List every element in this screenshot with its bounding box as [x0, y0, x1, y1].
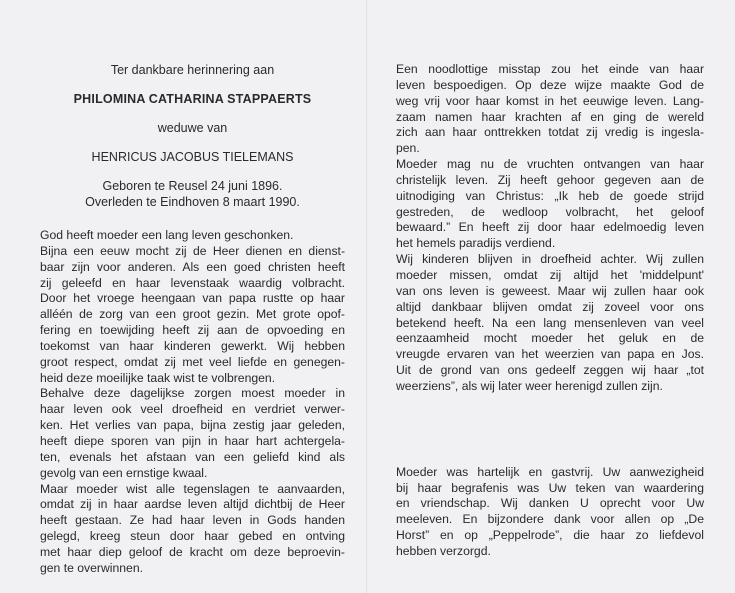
text-line: Een noodlottige misstap zou het einde van haar	[396, 62, 704, 76]
text-line: van ons leven is geweest. Maar wij zullen haar ook	[396, 283, 704, 298]
text-line: Wij kinderen blijven in droefheid achter. Wij zullen	[396, 252, 704, 267]
text-line: groot respect, omdat zij met veel liefde en genegen-	[40, 354, 345, 369]
text-line: omdat zij in haar aardse leven altijd dichtbij de Heer	[40, 497, 345, 512]
text-line: bewaard.” En heeft zij door haar edelmoedig leven	[396, 220, 704, 235]
text-line: moeder missen, omdat zij altijd het 'middelpunt'	[396, 267, 704, 282]
left-body	[40, 228, 345, 577]
text-line: altijd dankbaar blijven omdat zij zoveel voor ons	[396, 299, 704, 314]
text-line: haar leven ook veel droefheid en verdriet verwer-	[40, 402, 345, 417]
text-line: met haar diep geloof de kracht om deze beproevin-	[40, 544, 345, 559]
text-line: pen.	[396, 141, 420, 156]
text-line: uitnodiging van Christus: „Ik heb de goede strijd	[396, 188, 704, 203]
text-line: heeft gestaan. Ze had haar leven in Gods handen	[40, 513, 345, 528]
text-line: en vriendschap. Wij danken U oprecht voor Uw	[396, 496, 704, 511]
text-line: ken. Het verlies van papa, bijna zestig jaar geleden,	[40, 418, 345, 433]
right-page	[396, 62, 704, 560]
intro-text: Ter dankbare herinnering aan	[110, 63, 275, 77]
birth-line: Geboren te Reusel 24 juni 1896.	[102, 179, 283, 193]
text-line: heid deze moeilijke taak wist te volbrengen.	[40, 370, 276, 385]
text-line: heeft diepe sporen van pijn in haar hart achtergela-	[40, 433, 345, 448]
text-line: hebben verzorgd.	[396, 543, 491, 558]
deceased-name: PHILOMINA CATHARINA STAPPAERTS	[73, 92, 312, 106]
text-line: Bijna een eeuw mocht zij de Heer dienen en dienst-	[40, 243, 345, 258]
text-line: zaam namen haar krachten af en ging de wereld	[396, 109, 704, 124]
text-line: toekomst van haar kinderen gewerkt. Wij hebben	[40, 338, 345, 353]
card-fold	[366, 0, 368, 593]
text-line: gelegd, kreeg steun door haar gebed en ontving	[40, 529, 345, 544]
text-line: weerziens”, als wij later weer herenigd zullen zijn.	[396, 378, 663, 393]
text-line: vreugde ervaren van het weerzien van papa en Jos.	[396, 347, 704, 362]
text-line: fering en toewijding heeft zij aan de opvoeding en	[40, 323, 345, 338]
text-line: Moeder mag nu de vruchten ontvangen van haar	[396, 157, 704, 172]
text-line: weg vrij voor haar komst in het eeuwige leven. Lang-	[396, 93, 704, 108]
text-line: Maar moeder wist alle tegenslagen te aanvaarden,	[40, 481, 345, 496]
text-line: het hemels paradijs verdiend.	[396, 236, 556, 251]
text-line: alléén de zorg van een groot gezin. Met grote opof-	[40, 307, 345, 322]
text-line: betekend heeft. Na een lang mensenleven van veel	[396, 315, 704, 330]
text-line: Moeder was hartelijk en gastvrij. Uw aanwezigheid	[396, 464, 704, 479]
text-line: gestreden, de wedloop volbracht, het geloof	[396, 204, 704, 219]
right-body-bottom	[396, 465, 704, 560]
text-line: baar zijn voor anderen. Als een goed christen heeft	[40, 259, 345, 274]
text-line: meeleven. En bijzondere dank voor allen op „De	[396, 512, 704, 527]
text-line: bij haar begrafenis was Uw teken van waardering	[396, 480, 704, 495]
text-line: christelijk leven. Zij heeft gehoor gegeven aan de	[396, 172, 704, 187]
death-line: Overleden te Eindhoven 8 maart 1990.	[85, 195, 300, 209]
text-line: zij geleefd en haar levenstaak waardig volbracht.	[40, 275, 345, 290]
text-line: Horst” en op „Peppelrode”, die haar zo liefdevol	[396, 528, 704, 543]
text-line: God heeft moeder een lang leven geschonken.	[40, 228, 294, 242]
spouse-name: HENRICUS JACOBUS TIELEMANS	[91, 150, 294, 164]
text-line: Uit de grond van ons gedeelf zeggen wij haar „tot	[396, 363, 704, 378]
text-line: Behalve deze dagelijkse zorgen moest moeder in	[40, 386, 345, 401]
text-line: ten, evenals het afstaan van een geliefd kind als	[40, 449, 345, 464]
left-page	[40, 62, 345, 577]
text-line: Door het vroege heengaan van papa rustte op haar	[40, 291, 345, 306]
right-body-top	[396, 62, 704, 395]
text-line: eenzaamheid mocht moeder het geluk en de	[396, 331, 704, 346]
text-line: gevolg van een ernstige kwaal.	[40, 465, 208, 480]
text-line: zich aan haar onttrekken totdat zij vredig is ingesla-	[396, 125, 704, 140]
relation-text: weduwe van	[157, 121, 228, 135]
text-line: gen te overwinnen.	[40, 560, 143, 575]
text-line: leven bespoedigen. Op deze wijze maakte God de	[396, 77, 704, 92]
